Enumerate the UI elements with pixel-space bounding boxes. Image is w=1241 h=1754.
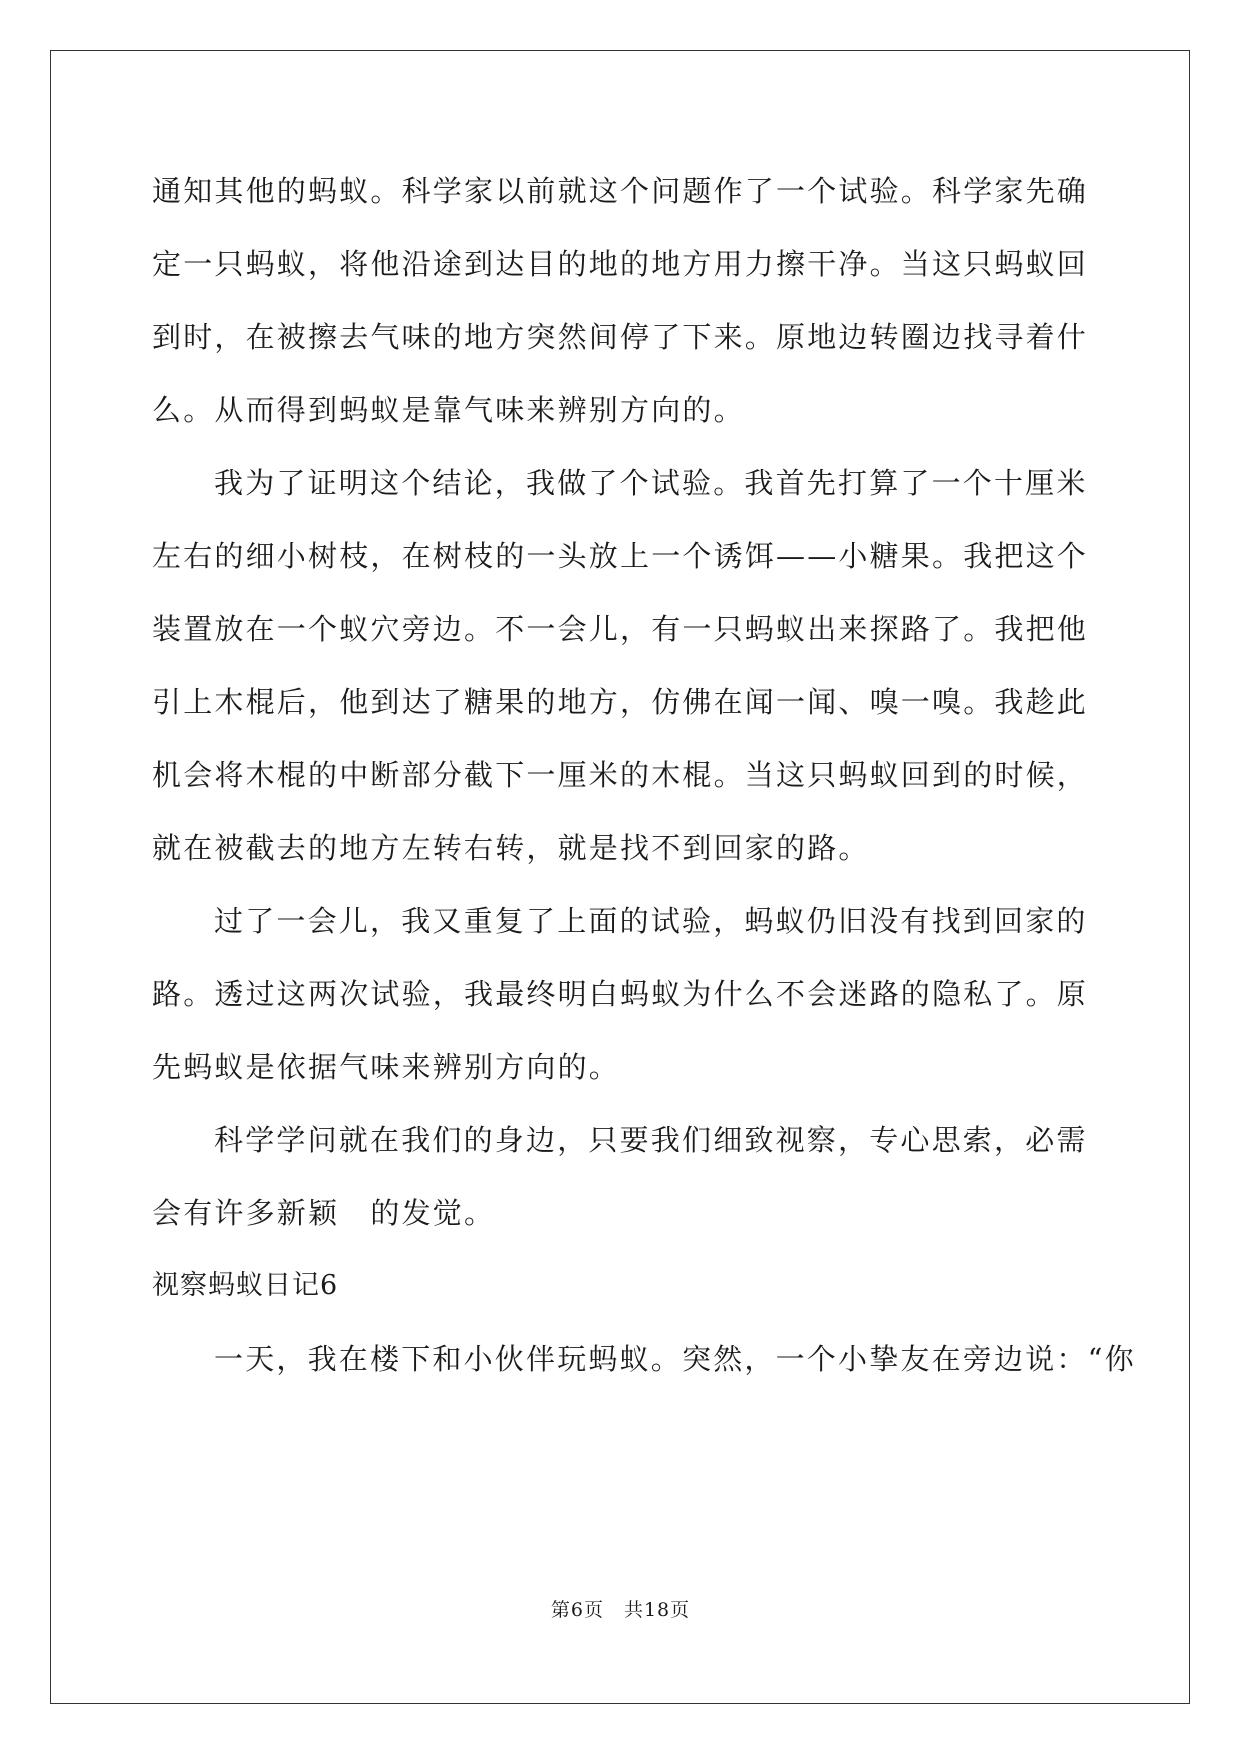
paragraph-line: 一天，我在楼下和小伙伴玩蚂蚁。突然，一个小挚友在旁边说：“你 — [214, 1342, 1136, 1376]
paragraph-line: 机会将木棍的中断部分截下一厘米的木棍。当这只蚂蚁回到的时候， — [152, 758, 1089, 792]
paragraph-line: 么。从而得到蚂蚁是靠气味来辨别方向的。 — [152, 393, 745, 427]
section-heading: 视察蚂蚁日记6 — [152, 1270, 339, 1301]
paragraph-line: 通知其他的蚂蚁。科学家以前就这个问题作了一个试验。科学家先确 — [152, 174, 1089, 208]
paragraph-line: 就在被截去的地方左转右转，就是找不到回家的路。 — [152, 831, 870, 865]
paragraph-line: 到时，在被擦去气味的地方突然间停了下来。原地边转圈边找寻着什 — [152, 320, 1089, 354]
paragraph-line: 装置放在一个蚁穴旁边。不一会儿，有一只蚂蚁出来探路了。我把他 — [152, 612, 1089, 646]
paragraph-line: 路。透过这两次试验，我最终明白蚂蚁为什么不会迷路的隐私了。原 — [152, 977, 1089, 1011]
paragraph-line: 引上木棍后，他到达了糖果的地方，仿佛在闻一闻、嗅一嗅。我趁此 — [152, 685, 1089, 719]
page-number-footer: 第6页 共18页 — [550, 1599, 691, 1621]
paragraph-line: 先蚂蚁是依据气味来辨别方向的。 — [152, 1050, 621, 1084]
paragraph-line: 过了一会儿，我又重复了上面的试验，蚂蚁仍旧没有找到回家的 — [214, 904, 1088, 938]
paragraph-line: 会有许多新颖 的发觉。 — [152, 1196, 496, 1230]
paragraph-line: 定一只蚂蚁，将他沿途到达目的地的地方用力擦干净。当这只蚂蚁回 — [152, 247, 1089, 281]
paragraph-line: 我为了证明这个结论，我做了个试验。我首先打算了一个十厘米 — [214, 466, 1088, 500]
paragraph-line: 科学学问就在我们的身边，只要我们细致视察，专心思索，必需 — [214, 1123, 1088, 1157]
page-border — [50, 50, 1190, 1704]
paragraph-line: 左右的细小树枝，在树枝的一头放上一个诱饵——小糖果。我把这个 — [152, 539, 1089, 573]
